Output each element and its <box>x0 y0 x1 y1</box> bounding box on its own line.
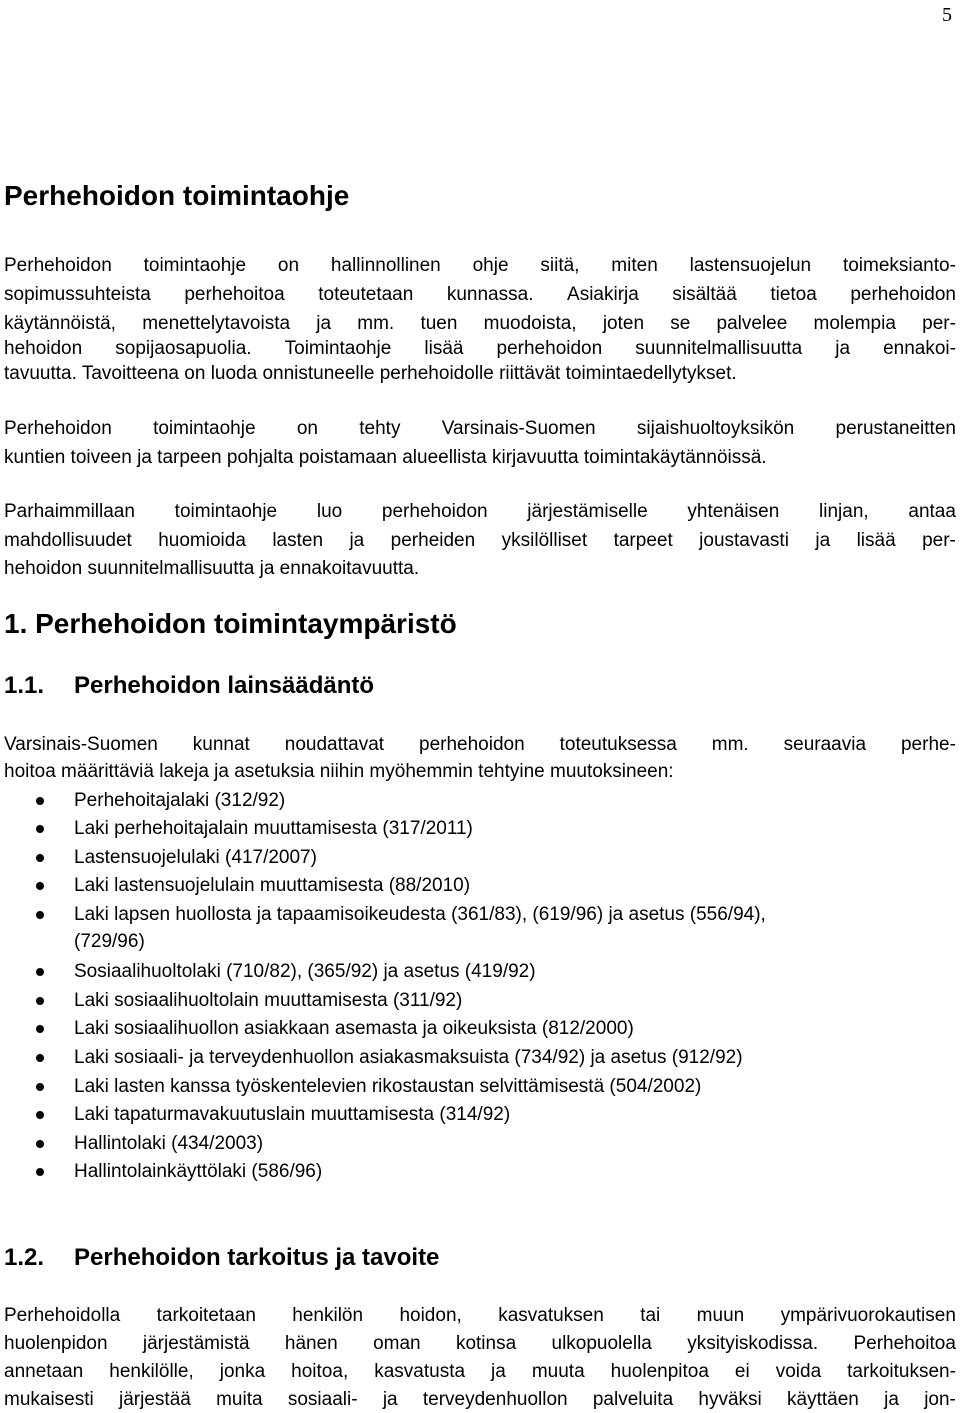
intro-line: Perhehoidon toimintaohje on hallinnollinen ohje siitä, miten lastensuojelun toimeksianto- <box>4 255 956 276</box>
bullet-icon <box>36 997 44 1005</box>
section-1-heading: 1. Perhehoidon toimintaympäristö <box>4 608 457 639</box>
section-1-2-line: annetaan henkilölle, jonka hoitoa, kasvatusta ja muuta huolenpitoa ei voida tarkoituksen- <box>4 1361 956 1382</box>
section-1-2-heading <box>4 1244 439 1272</box>
section-1-1-line: Varsinais-Suomen kunnat noudattavat perhehoidon toteutuksessa mm. seuraavia perhe- <box>4 734 956 755</box>
para3-line: mahdollisuudet huomioida lasten ja perheiden yksilölliset tarpeet joustavasti ja lisää per- <box>4 530 956 551</box>
section-title: Perhehoidon lainsäädäntö <box>74 672 375 699</box>
intro-line: käytännöistä, menettelytavoista ja mm. tuen muodoista, joten se palvelee molempia per- <box>4 313 956 334</box>
para3-line: hehoidon suunnitelmallisuutta ja ennakoitavuutta. <box>4 558 420 579</box>
bullet-icon <box>36 1025 44 1033</box>
section-1-2-line: mukaisesti järjestää muita sosiaali- ja terveydenhuollon palveluita hyväksi käyttäen ja jon- <box>4 1389 956 1410</box>
bullet-icon <box>36 882 44 890</box>
bullet-icon <box>36 1140 44 1148</box>
bullet-icon <box>36 854 44 862</box>
bullet-icon <box>36 825 44 833</box>
section-title: Perhehoidon tarkoitus ja tavoite <box>74 1244 440 1271</box>
page-number: 5 <box>942 4 952 26</box>
section-number: 1.2. <box>4 1244 45 1271</box>
section-1-2-line: Perhehoidolla tarkoitetaan henkilön hoidon, kasvatuksen tai muun ympärivuorokautisen <box>4 1305 956 1326</box>
section-1-1-line: hoitoa määrittäviä lakeja ja asetuksia niihin myöhemmin tehtyine muutoksineen: <box>4 761 674 782</box>
intro-line: tavuutta. Tavoitteena on luoda onnistuneelle perhehoidolle riittävät toimintaedellytykset. <box>4 363 737 384</box>
bullet-icon <box>36 1054 44 1062</box>
page-title: Perhehoidon toimintaohje <box>4 180 350 211</box>
section-1-2-line: huolenpidon järjestämistä hänen oman kotinsa ulkopuolella yksityiskodissa. Perhehoitoa <box>4 1333 956 1354</box>
para3-line: Parhaimmillaan toimintaohje luo perhehoidon järjestämiselle yhtenäisen linjan, antaa <box>4 501 956 522</box>
section-1-1-heading <box>4 672 374 700</box>
intro-line: hehoidon sopijaosapuolia. Toimintaohje lisää perhehoidon suunnitelmallisuutta ja ennakoi- <box>4 338 956 359</box>
para2-line: kuntien toiveen ja tarpeen pohjalta poistamaan alueellista kirjavuutta toimintakäytännöissä. <box>4 447 767 468</box>
bullet-icon <box>36 1111 44 1119</box>
para2-line: Perhehoidon toimintaohje on tehty Varsinais-Suomen sijaishuoltoyksikön perustaneitten <box>4 418 956 439</box>
bullet-icon <box>36 968 44 976</box>
bullet-icon <box>36 797 44 805</box>
bullet-icon <box>36 1168 44 1176</box>
bullet-icon <box>36 1083 44 1091</box>
intro-line: sopimussuhteista perhehoitoa toteutetaan kunnassa. Asiakirja sisältää tietoa perhehoidon <box>4 284 956 305</box>
bullet-icon <box>36 911 44 919</box>
section-number: 1.1. <box>4 672 45 699</box>
